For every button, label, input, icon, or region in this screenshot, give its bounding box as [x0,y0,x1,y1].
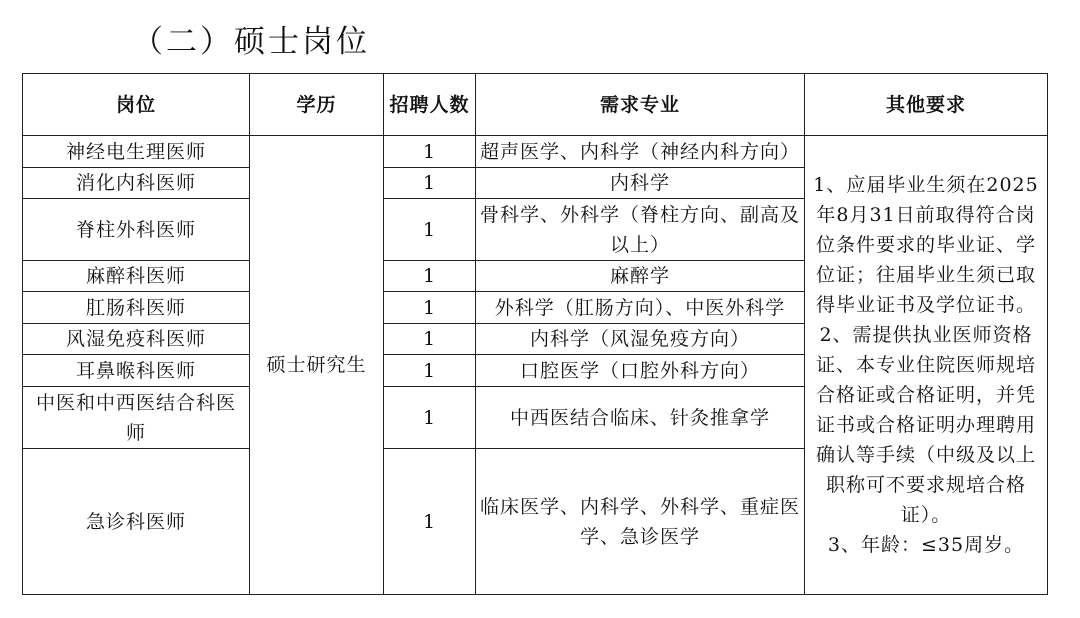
cell-count: 1 [384,261,476,292]
cell-major: 中西医结合临床、针灸推拿学 [476,387,805,449]
cell-count: 1 [384,136,476,168]
header-education: 学历 [250,74,384,136]
header-major: 需求专业 [476,74,805,136]
cell-position: 急诊科医师 [23,449,250,595]
cell-position: 中医和中西医结合科医师 [23,387,250,449]
section-title: （二）硕士岗位 [132,24,370,60]
header-count: 招聘人数 [384,74,476,136]
requirement-item: 2、需提供执业医师资格证、本专业住院医师规培合格证或合格证明，并凭证书或合格证明办理聘用确认等手续（中级及以上职称可不要求规培合格证）。 [815,324,1036,526]
recruitment-table [22,73,1048,595]
cell-other-requirements [805,136,1048,595]
cell-position: 耳鼻喉科医师 [23,355,250,387]
table-row [23,136,1048,168]
cell-position: 脊柱外科医师 [23,199,250,261]
cell-count: 1 [384,387,476,449]
cell-position: 肛肠科医师 [23,292,250,324]
cell-major: 骨科学、外科学（脊柱方向、副高及以上） [476,199,805,261]
cell-position: 麻醉科医师 [23,261,250,292]
cell-count: 1 [384,199,476,261]
cell-major: 麻醉学 [476,261,805,292]
cell-position: 消化内科医师 [23,168,250,199]
cell-major: 内科学（风湿免疫方向） [476,324,805,355]
header-other: 其他要求 [805,74,1048,136]
requirement-item: 1、应届毕业生须在2025年8月31日前取得符合岗位条件要求的毕业证、学位证；往届毕业生须已取得毕业证书及学位证书。 [813,174,1039,316]
cell-count: 1 [384,292,476,324]
cell-major: 口腔医学（口腔外科方向） [476,355,805,387]
table-header-row [23,74,1048,136]
cell-position: 神经电生理医师 [23,136,250,168]
cell-major: 临床医学、内科学、外科学、重症医学、急诊医学 [476,449,805,595]
cell-count: 1 [384,355,476,387]
cell-count: 1 [384,168,476,199]
cell-education: 硕士研究生 [250,136,384,595]
cell-major: 超声医学、内科学（神经内科方向） [476,136,805,168]
cell-major: 内科学 [476,168,805,199]
cell-position: 风湿免疫科医师 [23,324,250,355]
requirement-item: 3、年龄：≤35周岁。 [827,534,1025,556]
cell-major: 外科学（肛肠方向）、中医外科学 [476,292,805,324]
cell-count: 1 [384,324,476,355]
header-position: 岗位 [23,74,250,136]
cell-count: 1 [384,449,476,595]
